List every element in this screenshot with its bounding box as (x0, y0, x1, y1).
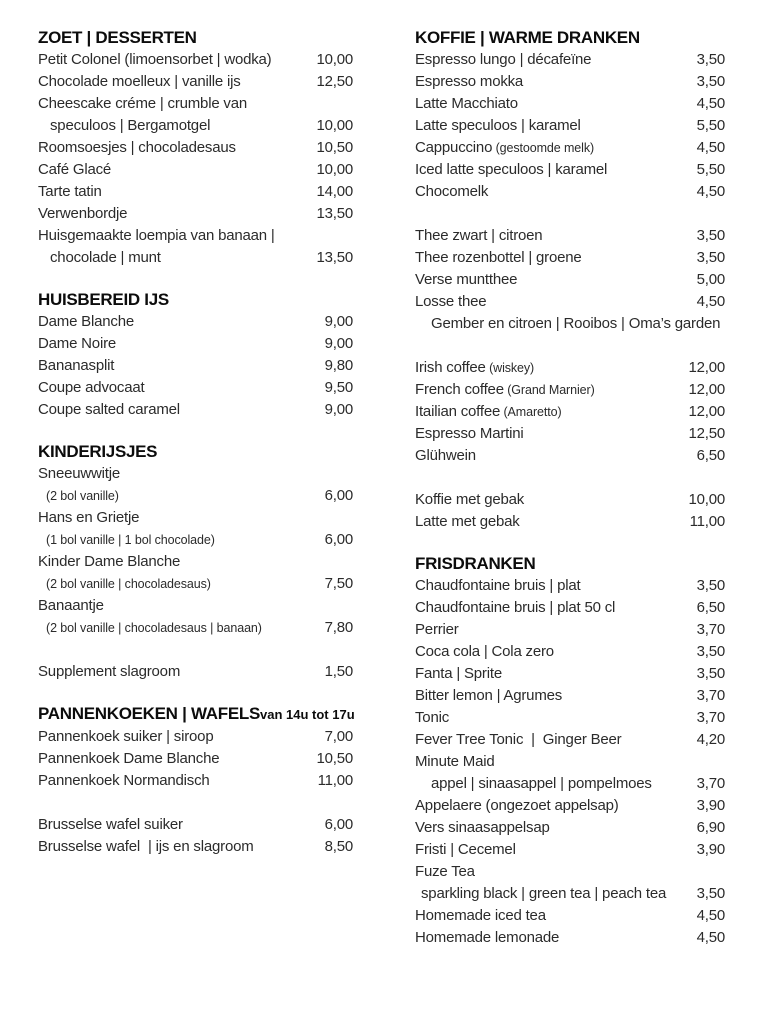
item-name: Bananasplit (38, 357, 115, 374)
item-text (415, 313, 725, 335)
item-price: 3,50 (696, 227, 725, 244)
item-text (415, 861, 725, 883)
menu-item-row (38, 573, 353, 595)
menu-item-row (38, 181, 353, 203)
item-price: 4,50 (696, 293, 725, 310)
menu-item-row (415, 619, 725, 641)
menu-item-row (38, 551, 353, 573)
item-name: Itailian coffee (415, 403, 501, 420)
item-text (415, 883, 689, 905)
item-price: 3,50 (696, 665, 725, 682)
item-text (38, 726, 317, 748)
item-text (415, 445, 689, 467)
menu-item-row (415, 269, 725, 291)
item-note: (gestoomde melk) (492, 141, 595, 155)
item-price: 10,00 (316, 161, 353, 178)
item-price: 4,50 (696, 139, 725, 156)
item-price: 3,50 (696, 577, 725, 594)
item-price: 3,70 (696, 775, 725, 792)
item-price: 3,90 (696, 841, 725, 858)
item-text (38, 115, 308, 137)
item-text (415, 575, 689, 597)
item-price: 4,50 (696, 95, 725, 112)
item-name: Roomsoesjes | chocoladesaus (38, 139, 236, 156)
item-price: 3,50 (696, 73, 725, 90)
item-text (415, 707, 689, 729)
item-text (38, 529, 317, 551)
item-text (38, 507, 353, 529)
item-price: 3,50 (696, 249, 725, 266)
menu-item-row (38, 115, 353, 137)
item-note: (1 bol vanille | 1 bol chocolade) (46, 533, 215, 547)
section-title: FRISDRANKEN (415, 554, 536, 573)
item-price: 7,00 (324, 728, 353, 745)
section-header (38, 702, 353, 726)
item-name: Petit Colonel (limoensorbet | wodka) (38, 51, 272, 68)
item-text (415, 817, 689, 839)
menu-item-row (415, 905, 725, 927)
item-text (415, 597, 689, 619)
menu-item-row (38, 529, 353, 551)
item-name: Chaudfontaine bruis | plat (415, 577, 581, 594)
item-text (38, 355, 317, 377)
menu-item-row (38, 814, 353, 836)
item-price: 6,90 (696, 819, 725, 836)
item-name: Coupe salted caramel (38, 401, 180, 418)
menu-section-kinderijsjes (38, 440, 353, 683)
menu-item-row (415, 357, 725, 379)
item-text (415, 641, 689, 663)
item-name: Perrier (415, 621, 459, 638)
item-name: Sneeuwwitje (38, 465, 121, 482)
item-name: Appelaere (ongezoet appelsap) (415, 797, 619, 814)
menu-item-row (38, 247, 353, 269)
item-name: Fanta | Sprite (415, 665, 502, 682)
item-text (38, 159, 308, 181)
menu-item-row (415, 685, 725, 707)
item-text (415, 181, 689, 203)
item-name: Chaudfontaine bruis | plat 50 cl (415, 599, 616, 616)
menu-item-row (415, 861, 725, 883)
menu-item-row (38, 71, 353, 93)
item-price: 9,00 (324, 313, 353, 330)
item-text (415, 751, 725, 773)
item-name: Chocomelk (415, 183, 489, 200)
item-text (38, 399, 317, 421)
item-price: 12,50 (316, 73, 353, 90)
item-text (38, 463, 353, 485)
menu-item-row (415, 729, 725, 751)
item-name: Thee zwart | citroen (415, 227, 543, 244)
menu-item-row (38, 507, 353, 529)
menu-item-row (38, 203, 353, 225)
item-text (415, 729, 689, 751)
item-name: Supplement slagroom (38, 663, 181, 680)
section-title: ZOET | DESSERTEN (38, 28, 197, 47)
item-name: Huisgemaakte loempia van banaan | (38, 227, 275, 244)
item-name: Irish coffee (415, 359, 486, 376)
item-text (38, 137, 308, 159)
item-name: Kinder Dame Blanche (38, 553, 181, 570)
menu-item-row (415, 137, 725, 159)
item-text (415, 423, 680, 445)
item-name: Thee rozenbottel | groene (415, 249, 582, 266)
item-name: Gember en citroen | Rooibos | Oma’s garden (431, 315, 721, 332)
section-header (38, 440, 353, 463)
item-name: Latte Macchiato (415, 95, 518, 112)
item-text (38, 203, 308, 225)
item-name: Latte met gebak (415, 513, 520, 530)
item-text (38, 49, 308, 71)
item-name: Bitter lemon | Agrumes (415, 687, 563, 704)
menu-item-row (38, 93, 353, 115)
menu-item-row (415, 511, 725, 533)
item-name: Koffie met gebak (415, 491, 525, 508)
menu-item-row (415, 707, 725, 729)
item-text (38, 573, 317, 595)
item-price: 3,70 (696, 709, 725, 726)
menu-item-row (415, 225, 725, 247)
menu-item-row (415, 575, 725, 597)
item-text (415, 357, 680, 379)
item-text (415, 379, 680, 401)
item-name: Fristi | Cecemel (415, 841, 516, 858)
item-name: chocolade | munt (50, 249, 161, 266)
menu-item-row (415, 817, 725, 839)
item-name: Verwenbordje (38, 205, 128, 222)
item-price: 3,70 (696, 621, 725, 638)
item-text (38, 661, 317, 683)
item-text (415, 839, 689, 861)
item-name: Coca cola | Cola zero (415, 643, 554, 660)
item-price: 9,00 (324, 401, 353, 418)
item-name: sparkling black | green tea | peach tea (421, 885, 667, 902)
item-name: Brusselse wafel suiker (38, 816, 183, 833)
menu-item-row (38, 836, 353, 858)
item-text (38, 93, 353, 115)
menu-item-row (415, 597, 725, 619)
item-name: Espresso Martini (415, 425, 524, 442)
item-price: 4,20 (696, 731, 725, 748)
item-text (415, 905, 689, 927)
menu-item-row (415, 795, 725, 817)
menu-item-row (38, 617, 353, 639)
item-name: Fuze Tea (415, 863, 475, 880)
item-price: 4,50 (696, 907, 725, 924)
menu-item-row (415, 883, 725, 905)
item-price: 6,00 (324, 531, 353, 548)
item-price: 11,00 (317, 772, 353, 789)
item-price: 3,50 (696, 885, 725, 902)
item-name: Tarte tatin (38, 183, 102, 200)
item-price: 12,50 (688, 425, 725, 442)
menu-item-row (38, 399, 353, 421)
menu-item-row (38, 159, 353, 181)
item-name: Banaantje (38, 597, 104, 614)
item-text (415, 291, 689, 313)
item-text (415, 619, 689, 641)
menu-item-row (415, 115, 725, 137)
item-text (38, 311, 317, 333)
menu-item-row (415, 291, 725, 313)
item-price: 10,50 (316, 139, 353, 156)
menu-item-row (415, 751, 725, 773)
item-name: Latte speculoos | karamel (415, 117, 581, 134)
item-text (415, 663, 689, 685)
item-note: (2 bol vanille) (46, 489, 119, 503)
menu-item-row (415, 313, 725, 335)
section-header (38, 26, 353, 49)
item-price: 6,50 (696, 447, 725, 464)
item-text (38, 836, 317, 858)
item-name: Chocolade moelleux | vanille ijs (38, 73, 241, 90)
item-text (415, 225, 689, 247)
item-price: 5,00 (696, 271, 725, 288)
item-price: 7,80 (324, 619, 353, 636)
menu-item-row (38, 333, 353, 355)
item-name: Homemade iced tea (415, 907, 546, 924)
item-text (415, 773, 689, 795)
menu-item-row (38, 137, 353, 159)
item-price: 5,50 (696, 117, 725, 134)
menu-item-row (38, 311, 353, 333)
item-name: Iced latte speculoos | karamel (415, 161, 608, 178)
menu-item-row (38, 595, 353, 617)
item-name: French coffee (415, 381, 504, 398)
item-text (38, 377, 317, 399)
item-price: 8,50 (324, 838, 353, 855)
menu-item-row (415, 773, 725, 795)
item-text (415, 795, 689, 817)
menu-item-row (415, 423, 725, 445)
item-name: Coupe advocaat (38, 379, 145, 396)
item-text (38, 748, 308, 770)
item-price: 9,50 (324, 379, 353, 396)
item-text (38, 181, 308, 203)
item-note: (2 bol vanille | chocoladesaus | banaan) (46, 621, 262, 635)
section-header (415, 26, 725, 49)
item-price: 7,50 (324, 575, 353, 592)
item-text (415, 927, 689, 949)
menu-section-zoet-desserten (38, 26, 353, 269)
item-text (38, 225, 353, 247)
menu-item-row (415, 927, 725, 949)
menu-column-left (38, 26, 353, 1015)
menu-item-row (415, 489, 725, 511)
menu-item-row (38, 748, 353, 770)
item-name: Pannenkoek suiker | siroop (38, 728, 214, 745)
menu-item-row (415, 641, 725, 663)
item-price: 6,00 (324, 487, 353, 504)
menu-item-row (415, 401, 725, 423)
item-name: Hans en Grietje (38, 509, 140, 526)
menu-item-row (38, 355, 353, 377)
menu-item-row (415, 839, 725, 861)
item-name: Cappuccino (415, 139, 493, 156)
item-price: 10,50 (316, 750, 353, 767)
menu-item-row (38, 770, 353, 792)
item-name: Espresso mokka (415, 73, 524, 90)
item-name: Pannenkoek Dame Blanche (38, 750, 220, 767)
item-price: 3,90 (696, 797, 725, 814)
item-text (415, 247, 689, 269)
item-name: Cheescake créme | crumble van (38, 95, 248, 112)
item-name: Pannenkoek Normandisch (38, 772, 210, 789)
item-note: (2 bol vanille | chocoladesaus) (46, 577, 211, 591)
section-title: HUISBEREID IJS (38, 290, 169, 309)
item-text (38, 333, 317, 355)
item-name: Vers sinaasappelsap (415, 819, 550, 836)
item-name: Dame Blanche (38, 313, 134, 330)
item-price: 3,70 (696, 687, 725, 704)
menu-item-row (38, 485, 353, 507)
menu-item-row (415, 181, 725, 203)
menu-item-row (415, 93, 725, 115)
item-name: Tonic (415, 709, 450, 726)
section-header (38, 288, 353, 311)
item-text (38, 551, 353, 573)
section-header (415, 552, 725, 575)
item-note: (Amaretto) (500, 405, 562, 419)
item-text (415, 685, 689, 707)
item-price: 10,00 (688, 491, 725, 508)
menu-column-right (415, 26, 725, 1015)
item-note: (wiskey) (485, 361, 535, 375)
item-price: 6,50 (696, 599, 725, 616)
item-name: Espresso lungo | décafeïne (415, 51, 592, 68)
item-name: Losse thee (415, 293, 487, 310)
menu-item-row (415, 159, 725, 181)
item-name: Verse muntthee (415, 271, 518, 288)
item-price: 9,80 (324, 357, 353, 374)
item-price: 5,50 (696, 161, 725, 178)
item-text (415, 159, 689, 181)
item-price: 13,50 (316, 249, 353, 266)
item-price: 1,50 (324, 663, 353, 680)
item-text (415, 137, 689, 159)
menu-item-row (415, 247, 725, 269)
item-price: 4,50 (696, 929, 725, 946)
item-text (38, 617, 317, 639)
item-name: Dame Noire (38, 335, 117, 352)
menu-item-row (415, 663, 725, 685)
section-title-note: van 14u tot 17u (260, 707, 355, 722)
item-text (415, 93, 689, 115)
item-text (415, 269, 689, 291)
item-price: 6,00 (324, 816, 353, 833)
item-name: speculoos | Bergamotgel (50, 117, 211, 134)
item-name: Brusselse wafel | ijs en slagroom (38, 838, 254, 855)
item-name: Café Glacé (38, 161, 112, 178)
item-price: 10,00 (316, 51, 353, 68)
item-text (415, 49, 689, 71)
item-price: 9,00 (324, 335, 353, 352)
menu-item-row (38, 377, 353, 399)
item-text (415, 115, 689, 137)
menu-item-row (38, 49, 353, 71)
menu-item-row (38, 661, 353, 683)
item-price: 3,50 (696, 643, 725, 660)
item-text (38, 485, 317, 507)
menu-item-row (38, 225, 353, 247)
item-text (38, 71, 308, 93)
item-text (415, 511, 682, 533)
item-name: Homemade lemonade (415, 929, 560, 946)
menu-item-row (38, 726, 353, 748)
menu-section-koffie-warme-dranken (415, 26, 725, 533)
menu-item-row (415, 379, 725, 401)
menu-item-row (415, 445, 725, 467)
menu-item-row (415, 49, 725, 71)
item-price: 11,00 (689, 513, 725, 530)
item-note: (Grand Marnier) (503, 383, 595, 397)
item-text (38, 595, 353, 617)
item-text (415, 71, 689, 93)
item-text (38, 247, 308, 269)
item-price: 12,00 (688, 381, 725, 398)
item-text (38, 770, 310, 792)
item-price: 3,50 (696, 51, 725, 68)
item-text (415, 489, 680, 511)
item-text (38, 814, 317, 836)
item-price: 12,00 (688, 359, 725, 376)
section-title: PANNENKOEKEN | WAFELS (38, 704, 260, 723)
item-name: Minute Maid (415, 753, 495, 770)
item-price: 12,00 (688, 403, 725, 420)
item-name: appel | sinaasappel | pompelmoes (431, 775, 652, 792)
section-title: KINDERIJSJES (38, 442, 158, 461)
item-price: 10,00 (316, 117, 353, 134)
item-text (415, 401, 680, 423)
item-price: 4,50 (696, 183, 725, 200)
section-title: KOFFIE | WARME DRANKEN (415, 28, 640, 47)
item-price: 13,50 (316, 205, 353, 222)
menu-section-pannenkoeken-wafels (38, 702, 353, 858)
item-name: Fever Tree Tonic | Ginger Beer (415, 731, 622, 748)
item-price: 14,00 (316, 183, 353, 200)
item-name: Glühwein (415, 447, 476, 464)
menu-section-frisdranken (415, 552, 725, 949)
menu-item-row (415, 71, 725, 93)
menu-section-huisbereid-ijs (38, 288, 353, 421)
menu-item-row (38, 463, 353, 485)
